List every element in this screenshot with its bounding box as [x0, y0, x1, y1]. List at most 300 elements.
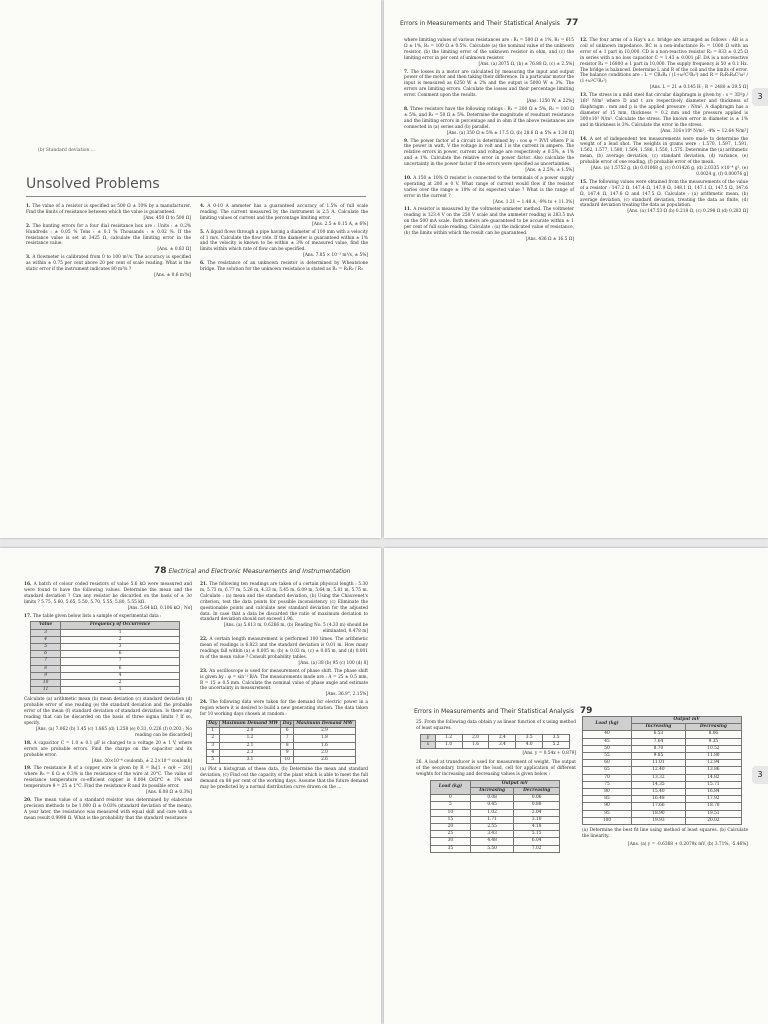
table-cell: 2.0 — [294, 749, 356, 756]
table-cell: 14.35 — [632, 781, 686, 788]
table-cell: 5 — [431, 802, 471, 809]
question-number: 19. — [24, 766, 34, 772]
table-cell: 1.0 — [435, 742, 462, 749]
table-cell: 2 — [61, 680, 180, 687]
answer: [Ans. 7.85 × 10⁻³ m³/s, ± 5%] — [303, 253, 368, 259]
table-row — [31, 644, 180, 651]
table-row — [431, 824, 560, 831]
question — [24, 614, 192, 620]
table-cell: 5.50 — [470, 845, 514, 852]
table-cell: 17.92 — [685, 796, 741, 803]
table-cell: 2.04 — [514, 809, 560, 816]
table-cell: 2.0 — [219, 728, 281, 735]
table-cell: 1.8 — [294, 735, 356, 742]
table-row — [31, 680, 180, 687]
table-row — [583, 796, 742, 803]
table-cell: 2.4 — [489, 734, 516, 741]
table-cell: 3.5 — [516, 734, 543, 741]
table-cell: 9.85 — [632, 753, 686, 760]
question-text: The resistance R of a copper wire is given by R = R₀[1 + α(θ − 20)] where R₀ = 6 Ω ± 0.3% is the resistance of the wire at 20°C. The value of resistance temperature co-efficient copper is 0.004 Ω/Ω°C ± 1% and temperature θ = 25 ± 1°C. Find the resistance R and its possible error. — [24, 766, 192, 790]
answer: [Ans. (a) 3075 Ω, (b) ± 76.88 Ω, (c) ± 2.5%] — [478, 61, 574, 67]
table-cell: 0.88 — [514, 802, 560, 809]
table-cell: 7 — [61, 658, 180, 665]
table-cell: 8.06 — [685, 731, 741, 738]
table-cell: 2.0 — [462, 734, 489, 741]
table-row — [431, 802, 560, 809]
question — [200, 767, 368, 791]
question-text: (a) Plot a histogram of these data, (b) Determine the mean and standard deviation, (c) Find out the capacity of the plant which is able to meet the full demand on 88 per cent of the working days. Assume that the future demand may be predicted by a normal distribution curve drawn on the ... — [200, 767, 368, 790]
question-number: 22. — [200, 637, 210, 643]
question — [200, 230, 368, 260]
question-text: The stress in a mild steel flat circular diaphragm is given by : s = 3D²p / 16t² N/m² where D and t are respectively diameter and thickness of diaphragm : mm and p is the applied pressure : N/m². A diaphragm has a diameter of 15 mm, thickness = 0.2 mm and the pressure applied is 300×10³ N/m². Calculate the stress. The known error in diameter is ± 1% and in thickness is 3%. Calculate the error in the stress. — [580, 93, 748, 128]
question — [200, 669, 368, 699]
table-row — [583, 745, 742, 752]
table-cell: 13.86 — [685, 767, 741, 774]
question-number: 8. — [404, 106, 411, 112]
table-cell: 25 — [431, 831, 471, 838]
table-cell: 15 — [431, 816, 471, 823]
table-cell: 3.43 — [470, 831, 514, 838]
table-row — [431, 845, 560, 852]
answer: [Ans. 450 Ω to 500 Ω] — [143, 215, 191, 221]
table-row — [31, 629, 180, 636]
question-text: The table given below lists a sample of experimental data : — [32, 613, 162, 619]
table-row — [583, 817, 742, 824]
question — [24, 697, 192, 738]
table-row — [431, 816, 560, 823]
table-cell: 3 — [61, 644, 180, 651]
question — [24, 582, 192, 612]
table-cell: 2.9 — [294, 728, 356, 735]
question-number: 5. — [200, 229, 207, 235]
table-cell: 6 — [31, 651, 61, 658]
table-row — [207, 749, 356, 756]
table-row — [421, 734, 570, 741]
question-number: 15. — [580, 179, 590, 185]
table-cell: 16.48 — [632, 796, 686, 803]
table-cell: 17.66 — [632, 803, 686, 810]
answer: [Ans. L = 21 ± 0.145 H ; R = 2480 ± 29.5 Ω] — [649, 85, 748, 91]
load-header: Load (kg) — [583, 717, 632, 731]
answer: [Ans. ± 0.6 m³/s] — [154, 272, 191, 278]
table-cell: 4.48 — [470, 838, 514, 845]
table-cell: 7.02 — [514, 845, 560, 852]
table-cell: 35 — [431, 845, 471, 852]
page-78 — [0, 548, 381, 1024]
answer: [Ans. 20×10⁻⁶ coulomb, ± 2.2×10⁻⁶ coulomb] — [91, 758, 192, 764]
table-row — [431, 809, 560, 816]
running-head-title: Errors in Measurements and Their Statistical Analysis — [400, 20, 560, 27]
table-cell: 4 — [61, 672, 180, 679]
p77-column-right — [580, 38, 748, 217]
p76-column-left — [26, 204, 191, 281]
table-cell: 4 — [31, 636, 61, 643]
table-cell: 5.2 — [543, 742, 570, 749]
question-text: where limiting values of various resistances are : R₁ = 500 Ω ± 1%, R₂ = 615 Ω ± 1%, R₃ = 100 Ω ± 0.5%. Calculate (a) the nominal value of the unknown resistor, (b) the limiting error of the unknown resistor in ohm, and (c) the limiting error in per cent of unknown resistor. — [404, 38, 574, 61]
answer-25: [Ans. y = 0.54x + 0.879] — [522, 751, 576, 757]
load-table-left — [430, 780, 560, 853]
table-cell: 20 — [431, 824, 471, 831]
table-cell: 85 — [583, 796, 632, 803]
answer: [Ans. 1250 W, ± 22%] — [526, 99, 574, 105]
answer: [Ans. (a) 1.5752 g, (b) 0.01068 g, (c) 0.01426 g, (d) 2.0335 ×10⁻⁴ g², (e) 0.0024 g, (f) 0.00076 g] — [591, 166, 748, 177]
table-cell: 100 — [583, 817, 632, 824]
decreasing-header: Decreasing — [514, 788, 560, 795]
table-cell: 5 — [31, 644, 61, 651]
table-row — [583, 738, 742, 745]
table-header: Day — [208, 720, 218, 726]
question — [200, 582, 368, 635]
table-cell: 7 — [281, 735, 294, 742]
table-row — [583, 731, 742, 738]
running-head-title: Errors in Measurements and Their Statistical Analysis — [414, 708, 574, 715]
answer-26: [Ans. (a) y = -0.6368 + 0.2079x mV, (b) 3.71%, -5.46%] — [628, 841, 748, 847]
table-cell: 30 — [431, 838, 471, 845]
table-cell: 3.10 — [514, 816, 560, 823]
question-text: The mean value of a standard resistor was determined by elaborate precision methods to be 1.000 Ω ± 0.03% (standard deviation of the mean). A year later, the resistance was measured with equal skill and care with a mean result 0.9998 Ω. What is the probability that the standard resistance — [24, 797, 192, 821]
table-cell: 10.52 — [685, 745, 741, 752]
table-cell: 4.18 — [514, 824, 560, 831]
table-cell: 0.06 — [514, 795, 560, 802]
question — [24, 798, 192, 822]
increasing-header: Increasing — [470, 788, 514, 795]
table-row — [583, 781, 742, 788]
chapter-tab: 3 — [752, 766, 768, 784]
table-row — [207, 756, 356, 763]
table-cell: 3.1 — [219, 756, 281, 763]
question-number: 14. — [580, 136, 590, 142]
page-number: 77 — [565, 18, 579, 28]
table-cell: 3.4 — [489, 742, 516, 749]
answer: [Ans. 1.21 ~ 1.48 A, -9% to + 11.3%] — [493, 199, 574, 205]
table-cell: 4 — [207, 749, 220, 756]
answer: [Ans. ± 2.5%, ± 1.5%] — [525, 168, 574, 174]
table-header: Frequency of Occurrence — [61, 622, 180, 629]
table-row — [583, 774, 742, 781]
question — [580, 38, 748, 91]
table-cell: 10 — [31, 680, 61, 687]
question-number: 3. — [26, 255, 33, 261]
table-row — [431, 831, 560, 838]
table-row — [583, 810, 742, 817]
question — [200, 637, 368, 667]
table-cell: 18.90 — [632, 810, 686, 817]
question-number: 23. — [200, 668, 210, 674]
table-header: Maximum Demand MW — [219, 720, 281, 727]
question-text: Three resistors have the following ratings : R₁ = 200 Ω ± 5%, R₂ = 100 Ω ± 5%, and R₃ = 50 Ω ± 5%. Determine the magnitude of resultant resistance and the limiting errors in percentage and in ohm if the above resistances are connected in (a) series and (b) parallel. — [404, 106, 574, 130]
question-number: 20. — [24, 797, 34, 803]
table-cell: 7.64 — [632, 738, 686, 745]
table-cell: 65 — [583, 767, 632, 774]
table-cell: 13.32 — [632, 774, 686, 781]
p79-column-left — [416, 720, 576, 855]
table-cell: x — [421, 742, 436, 749]
decreasing-header: Decreasing — [685, 724, 741, 731]
table-cell: 1 — [61, 629, 180, 636]
answer: [Ans. (a) 7.062 (b) 1.45 (c) 1.865 (d) 1.258 (e) 0.31, 0.226 (f) 0.203 ; No reading can be discarded] — [35, 727, 192, 738]
answer: [Ans. (a) 5.613 m, 0.6266 m, (b) Reading No. 5 (4.33 m) should be eliminated, 0.478 m] — [223, 623, 368, 635]
table-cell: 2.55 — [470, 824, 514, 831]
question-text: The losses in a motor are calculated by measuring the input and output power of the motor and then taking their difference. In a particular motor the input is measured as 6250 W ± 2% and the output is 5000 W ± 3%. The errors are limiting errors. Calculate the losses and their percentage limiting error. Comment upon the results. — [404, 69, 575, 99]
p78-column-right — [200, 582, 368, 793]
table-cell: 3 — [31, 629, 61, 636]
question-text: The following values were obtained from the measurements of the value of a resistor : 147.2 Ω, 147.4 Ω, 147.9 Ω, 148.1 Ω, 147.1 Ω, 147.5 Ω, 147.6 Ω, 147.4 Ω, 147.6 Ω and 147.5 Ω. Calculate : (a) arithmetic mean, (b) average deviation, (c) standard deviation, treating the data as finite, (d) standard deviation treating the data as population. — [580, 179, 748, 209]
table-cell: 15.40 — [632, 789, 686, 796]
table-cell: 0.45 — [470, 802, 514, 809]
demand-table — [206, 720, 356, 764]
question-number: 18. — [24, 740, 34, 746]
table-row — [421, 742, 570, 749]
question — [200, 261, 368, 273]
table-header: Day — [282, 720, 292, 726]
xy-table — [420, 734, 570, 749]
page-77 — [384, 0, 768, 538]
table-cell: 0.08 — [470, 795, 514, 802]
question-number: 21. — [200, 582, 210, 587]
answer: [Ans. 436 Ω ± 16.5 Ω] — [525, 237, 574, 242]
table-cell: 70 — [583, 774, 632, 781]
question-text: A batch of colour coded resistors of value 5.6 kΩ were measured and were found to have the following values. Determine the mean and the standard deviation ? Can any resistor be discarded on the basis of ± 3σ limits ? 5.75, 5.60, 5.65, 5.50, 5.70, 5.55, 5.80, 5.55 kΩ. — [24, 582, 192, 605]
page-79 — [384, 548, 768, 1024]
section-heading-unsolved-problems: Unsolved Problems — [26, 176, 160, 192]
table-cell: 9 — [281, 749, 294, 756]
chapter-tab: 3 — [752, 88, 768, 106]
table-row — [31, 672, 180, 679]
table-row — [431, 795, 560, 802]
table-cell: 2.3 — [219, 749, 281, 756]
page-76 — [0, 0, 381, 538]
table-cell: 8 — [281, 742, 294, 749]
table-cell: 75 — [583, 781, 632, 788]
answer: [Ans. (a) 147.53 Ω (b) 0.218 Ω, (c) 0.298 Ω (d) 0.283 Ω] — [627, 209, 748, 215]
question — [580, 180, 748, 215]
table-cell: 1.02 — [470, 809, 514, 816]
table-cell: 1.2 — [219, 735, 281, 742]
table-cell: 45 — [583, 738, 632, 745]
table-row — [31, 636, 180, 643]
question-number: 2. — [26, 223, 33, 229]
table-cell: 12.40 — [632, 767, 686, 774]
table-header: Value — [31, 622, 61, 629]
table-row — [207, 728, 356, 735]
table-row — [207, 735, 356, 742]
table-cell: 15.71 — [685, 781, 741, 788]
table-row — [207, 742, 356, 749]
increasing-header: Increasing — [632, 724, 686, 731]
page-number: 79 — [579, 706, 593, 716]
table-row — [31, 658, 180, 665]
answer: [Ans. (a) 350 Ω ± 5% ± 17.5 Ω, (b) 28.6 Ω ± 5% ± 1.30 Ω] — [446, 130, 574, 136]
question-text: A 150 ± 10% Ω resistor is connected to the terminals of a power supply operating at 200 ± 0 V. What range of current would flow if the resistor varies over the range ± 10% of its expected value ? What is the range of error in the current ? — [404, 175, 574, 199]
table-header: Maximum Demand MW — [294, 720, 356, 727]
table-cell: 6.04 — [514, 838, 560, 845]
table-cell: 5 — [207, 756, 220, 763]
table-cell: 7 — [31, 658, 61, 665]
table-cell: 60 — [583, 760, 632, 767]
table-cell: 14.82 — [685, 774, 741, 781]
question-number: 24. — [200, 700, 210, 706]
question-text: The resistance of an unknown resistor is determined by Wheatstone bridge. The solution for the unknown resistance is stated as Rₓ = R₁R₂ / R₃ — [200, 261, 369, 273]
table-cell: 8.70 — [632, 745, 686, 752]
table-row — [31, 665, 180, 672]
table-cell: 0 — [431, 795, 471, 802]
question — [404, 176, 574, 206]
question — [200, 204, 368, 228]
table-row — [431, 838, 560, 845]
table-cell: 6 — [61, 651, 180, 658]
running-head — [150, 566, 350, 576]
table-cell: 20.02 — [685, 817, 741, 824]
answer: [Ans. 2.5 ± 0.15 A, ± 6%] — [312, 221, 368, 227]
question — [404, 139, 574, 174]
cut-off-line: (b) Standard deviation ... — [38, 148, 96, 153]
question-text: A 0-10 A ammeter has a guaranteed accuracy of 1.5% of full scale reading. The current measured by the instrument is 2.5 A. Calculate the limiting values of current and the percentage limiting error. — [200, 204, 368, 221]
table-cell: 12.94 — [685, 760, 741, 767]
table-row — [583, 753, 742, 760]
table-cell: 9 — [31, 672, 61, 679]
question-text: A resistor is measured by the voltmeter-ammeter method. The voltmeter reading is 123.4 V on the 250 V scale and the ammeter reading is 283.5 mA on the 500 mA scale. Both meters are guaranteed to be accurate within ± 1 per cent of full scale reading. Calculate : (a) the indicated value of resistance, (b) the limits within which the result can be guaranteed. — [404, 207, 574, 237]
table-cell: 3 — [207, 742, 220, 749]
table-cell: 1.6 — [462, 742, 489, 749]
question — [24, 766, 192, 796]
load-header: Load (kg) — [431, 780, 471, 794]
question-number: 4. — [200, 204, 208, 209]
table-cell: 2 — [207, 735, 220, 742]
question-number: 1. — [26, 204, 33, 209]
table-cell: 1 — [61, 687, 180, 694]
table-cell: 90 — [583, 803, 632, 810]
question — [580, 93, 748, 134]
table-cell: 40 — [583, 731, 632, 738]
table-cell: 50 — [583, 745, 632, 752]
answer: [Ans. ± 0.83 Ω] — [157, 247, 191, 253]
question-number: 10. — [404, 175, 414, 181]
p78-column-left — [24, 582, 192, 824]
table-cell: 9.35 — [685, 738, 741, 745]
table-row — [583, 760, 742, 767]
question-number: 6. — [200, 261, 208, 267]
table-cell: 2.1 — [219, 742, 281, 749]
table-cell: 10 — [431, 809, 471, 816]
question-text: A capacitor C = 1.0 ± 0.1 μF is charged to a voltage 20 ± 1 V, where errors are probable errors. Find the charge on the capacitor and its probable error. — [24, 740, 192, 758]
table-row — [583, 789, 742, 796]
running-head-title: Electrical and Electronic Measurements and Instrumentation — [168, 568, 351, 575]
question — [26, 204, 191, 222]
table-cell: 3.5 — [543, 734, 570, 741]
table-cell: 10 — [281, 756, 294, 763]
question-text: A flowmeter is calibrated from 0 to 100 m³/s. The accuracy is specified as within ± 0.75 per cent above 20 per cent of scale reading. What is the static error if the instrument indicates 80 m³/s ? — [26, 255, 192, 273]
answer: [Ans. 36.9°, 2.15%] — [325, 692, 368, 698]
table-cell: 55 — [583, 753, 632, 760]
output-header: Output mV — [632, 717, 742, 724]
output-header: Output mV — [470, 780, 559, 787]
question — [200, 700, 368, 718]
page-number: 78 — [154, 566, 167, 576]
table-cell: 80 — [583, 789, 632, 796]
question-text: The power factor of a circuit is determined by : cos φ = P/VI where P is the power in watt, V the voltage in volt and I is the current in ampere. The relative errors in power, current and voltage are respectively ± 0.5%, ± 1% and ± 1%. Calculate the relative error in power factor. Also calculate the uncertainty in the power factor if the errors were specified as uncertainties. — [404, 138, 574, 168]
question-number: 12. — [580, 38, 590, 43]
question-26-parts: (a) Determine the best fit line using method of least squares. (b) Calculate the linearity. — [582, 828, 748, 839]
table-cell: 6 — [61, 665, 180, 672]
question-text: Calculate (a) arithmetic mean (b) mean deviation (c) standard deviation (d) probable error of one reading (e) the standard deviation and the probable error of the mean (f) standard deviation of standard deviation. Is there any reading that can be discarded on the basis of three sigma limits ? If so, specify. — [24, 697, 192, 727]
question-number: 16. — [24, 582, 34, 587]
question — [404, 207, 574, 242]
table-cell: 11.80 — [685, 753, 741, 760]
table-cell: 19.51 — [685, 810, 741, 817]
question-text: An oscilloscope is used for measurement of phase shift. The phase shift is given by : φ = sin⁻¹ B/A. The measurements made are : A = 25 ± 0.5 mm, B = 15 ± 0.5 mm. Calculate the nominal value of phase angle and estimate the uncertainty in measurement. — [200, 668, 368, 692]
question-26: 26. A load at transducer is used for measurement of weight. The output of the secondary transducer the load, cell for application of different weights for increasing and decreasing values is given below : — [416, 760, 576, 777]
question-text: The following data were taken for the demand for electric power in a region where it is desired to build a new generating station. The data taken for 10 working days chosen at random : — [200, 700, 368, 718]
question-text: The following ten readings are taken of a certain physical length : 5.30 m, 5.73 m, 6.77 m, 5.26 m, 4.33 m, 5.45 m, 6.09 m, 5.64 m, 5.81 m, 5.75 m. Calculate : (a) mean and the standard deviation, (b) Using the Chauvenet's criterion, test the data points for possible inconsistency (c) Eliminate the questionable points and calculate new standard deviation for the adjusted data. In case that a data be discarded the ratio of maximum deviation to standard deviation should not exceed 1.96. — [200, 582, 368, 623]
table-cell: 1.2 — [435, 734, 462, 741]
question-text: A set of independent ten measurements were made to determine the weight of a lead shot. The weights in grams were : 1.570, 1.597, 1.591, 1.562, 1.577, 1.580, 1.564, 1.586, 1.550, 1.575. Determine the (a) arithmetic mean, (b) average deviation, (c) standard deviation, (d) variance, (e) probable error of one reading, (f) probable error of the mean. — [580, 136, 748, 166]
question — [404, 38, 574, 68]
question — [26, 255, 191, 279]
table-cell: 11 — [31, 687, 61, 694]
question-number: 13. — [580, 93, 590, 99]
table-cell: 1 — [207, 728, 220, 735]
question-number: 9. — [404, 138, 411, 144]
question — [26, 224, 191, 254]
question-text: The value of a resistor is specified as 500 Ω ± 10% by a manufacturer. Find the limits of resistance between which the value is guaranteed. — [26, 204, 191, 215]
question — [404, 107, 574, 137]
table-cell: 2.6 — [294, 756, 356, 763]
question-number: 11. — [404, 207, 414, 213]
table-cell: 18.70 — [685, 803, 741, 810]
table-cell: 1.6 — [294, 742, 356, 749]
question-text: A liquid flows through a pipe having a diameter of 100 mm with a velocity of 1 m/s. Calculate the flow rate. If the diameter is guaranteed within ± 1% and the velocity is known to be within ± 3% of measured value, find the limits within which rate of flow can be specified. — [200, 229, 369, 253]
question-number: 17. — [24, 613, 33, 619]
p77-column-left — [404, 38, 574, 245]
frequency-table — [30, 621, 180, 694]
answer: [Ans. 5.64 kΩ, 0.106 kΩ ; No] — [127, 605, 192, 611]
table-cell: y — [421, 734, 436, 741]
running-head — [414, 706, 592, 716]
table-row — [31, 687, 180, 694]
question-text: A certain length measurement is performed 100 times. The arithmetic mean of readings is 6.823 and the standard deviation is 0.01 m. How many readings fall within (a) ± 0.005 m, (b) ± 0.02 m, (c) ± 0.05 m, and (d) 0.001 m of the mean value ? Consult probability tables. — [200, 637, 368, 660]
table-cell: 19.93 — [632, 817, 686, 824]
table-cell: 6.53 — [632, 731, 686, 738]
table-cell: 95 — [583, 810, 632, 817]
table-cell: 8 — [31, 665, 61, 672]
answer: [Ans. 6.08 Ω ± 0.3%] — [146, 790, 192, 796]
table-cell: 4.0 — [516, 742, 543, 749]
running-head — [400, 18, 578, 28]
p76-column-right — [200, 204, 368, 275]
question — [404, 70, 574, 105]
table-cell: 1.71 — [470, 816, 514, 823]
table-cell: 16.84 — [685, 789, 741, 796]
question-25: 25. From the following data obtain y as linear function of x using method of least squares. — [416, 720, 576, 731]
table-cell: 5.15 — [514, 831, 560, 838]
table-cell: 6 — [281, 728, 294, 735]
table-row — [583, 767, 742, 774]
table-row — [583, 803, 742, 810]
answer: [Ans. 316×10⁶ N/m², -4% ~ 12.64 N/m²] — [660, 128, 748, 134]
question-number: 7. — [404, 69, 411, 75]
p79-column-right — [582, 716, 748, 848]
answer: [Ans. (a) 38 (b) 95 (c) 100 (d) 8] — [298, 660, 368, 666]
question-text: The four arms of a Hay's a.c. bridge are arranged as follows : AB is a coil of unknown impedance. BC is a non-inductance R₃ = 1000 Ω with an error of ± 1 part in 10,000. CD is a non-reactive resistor R₂ = 833 ± 0.25 Ω in series with a no loss capacitor C = 1.43 ± 0.001 μF. DA is a non-reactive resistor R₄ = 16800 ± 1 part in 10,000. The supply frequency is 50 ± 0.1 Hz. The bridge is balanced. Determine L and R of the coil and the limits of error. The balance conditions are : L = CR₂R₄ / (1+ω²C²R₂²) and R = R₂R₃R₄C²ω² / (1+ω²C²R₂²) — [580, 38, 748, 85]
table-cell: 2 — [61, 636, 180, 643]
table-row — [31, 651, 180, 658]
heading-rule — [26, 196, 366, 197]
load-table-right — [582, 716, 742, 825]
question — [24, 741, 192, 765]
table-cell: 11.01 — [632, 760, 686, 767]
question — [580, 137, 748, 178]
question-text: The hunting errors for a four dial resistance box are : Units : ± 0.2% Hundreds : ± 0.05 % Tens : ± 0.1 % Thousands : ± 0.02 %. If the resistance value is set at 3425 Ω, calculate the limiting error in the resistance value. — [26, 223, 192, 247]
